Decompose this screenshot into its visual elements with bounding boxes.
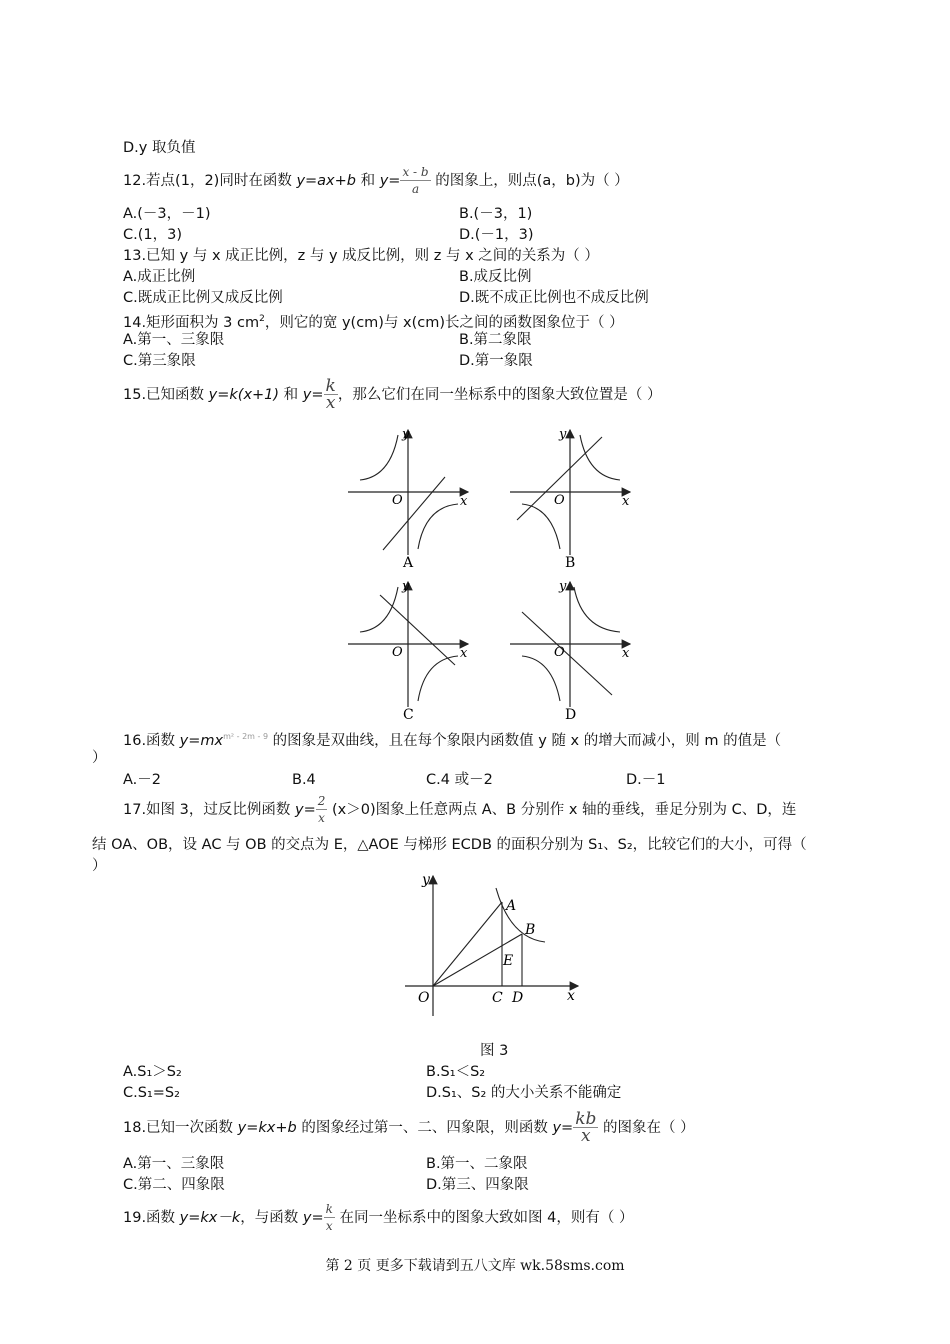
- q19-fraction: [324, 1201, 335, 1235]
- q16-stem-pre: 16.函数: [123, 733, 180, 749]
- q15-stem-pre: 15.已知函数: [123, 387, 209, 403]
- q18-stem: [123, 1106, 695, 1150]
- q19-mid: ，与函数: [240, 1210, 303, 1226]
- graph-d-origin: O: [554, 645, 565, 660]
- q13-option-a: A.成正比例: [123, 269, 196, 285]
- graph-c-origin: O: [392, 645, 403, 660]
- graph-b-y: y: [559, 427, 567, 442]
- q14-stem-post: ，则它的宽 y(cm)与 x(cm)长之间的函数图象位于（ ）: [264, 315, 624, 331]
- q17-frac-num: 2: [317, 794, 326, 808]
- q18-frac-den: x: [573, 1127, 598, 1145]
- q16-stem: [123, 728, 781, 750]
- q16-option-a: A.－2: [123, 772, 161, 788]
- q15-stem-post: ，那么它们在同一坐标系中的图象大致位置是（ ）: [337, 387, 662, 403]
- fig3-a: A: [506, 898, 517, 914]
- graph-c: [348, 579, 468, 723]
- figure-3-caption: 图 3: [480, 1043, 509, 1059]
- q18-mid: 的图象经过第一、二、四象限，则函数: [296, 1120, 553, 1136]
- q12-option-b: B.(－3，1): [459, 206, 533, 222]
- q15-frac-num: k: [325, 376, 336, 396]
- q18-f2-lhs: y=: [552, 1120, 574, 1136]
- q17-option-a: A.S₁＞S₂: [123, 1064, 182, 1080]
- q18-stem-post: 的图象在（ ）: [598, 1120, 695, 1136]
- graph-b-x: x: [622, 494, 630, 509]
- graph-a-label: A: [403, 555, 414, 571]
- q15-frac-den: x: [324, 394, 338, 412]
- fig3-b: B: [525, 922, 536, 938]
- q19-frac-den: x: [324, 1217, 335, 1235]
- fig3-c: C: [492, 990, 503, 1006]
- fig3-e: E: [503, 953, 514, 969]
- q12-stem-post: 的图象上，则点(a，b)为（ ）: [430, 173, 629, 189]
- q12-fraction: [400, 164, 430, 198]
- q12-mid: 和: [356, 173, 380, 189]
- q17-option-b: B.S₁＜S₂: [426, 1064, 486, 1080]
- q18-f: y=kx+b: [237, 1120, 297, 1136]
- q12-stem-pre: 12.若点(1，2)同时在函数: [123, 173, 297, 189]
- q16-stem-close: ）: [92, 750, 107, 766]
- q16-f: y=mx: [179, 733, 224, 749]
- q16-option-b: B.4: [292, 772, 316, 788]
- q17-f-lhs: y=: [295, 802, 316, 818]
- q19-stem-post: 在同一坐标系中的图象大致如图 4，则有（ ）: [334, 1210, 634, 1226]
- graph-d-label: D: [565, 707, 577, 723]
- fig3-x: x: [567, 988, 575, 1004]
- q13-stem: 13.已知 y 与 x 成正比例，z 与 y 成反比例，则 z 与 x 之间的关系为（ ）: [123, 248, 599, 264]
- page-footer: 第 2 页 更多下载请到五八文库 wk.58sms.com: [325, 1258, 625, 1274]
- q15-mid: 和: [279, 387, 303, 403]
- graph-c-x: x: [460, 646, 468, 661]
- q17-stem-post: (x＞0)图象上任意两点 A、B 分别作 x 轴的垂线，垂足分别为 C、D，连: [327, 802, 797, 818]
- q13-option-c: C.既成正比例又成反比例: [123, 290, 283, 306]
- q15-graphs: [340, 425, 640, 725]
- fig3-o: O: [418, 990, 430, 1006]
- graph-b-label: B: [565, 555, 576, 571]
- q15-f2-lhs: y=: [302, 387, 324, 403]
- q17-frac-den: x: [316, 809, 328, 827]
- graph-c-y: y: [402, 579, 410, 594]
- graph-a-origin: O: [392, 493, 403, 508]
- q14-stem-pre: 14.矩形面积为 3 cm: [123, 315, 260, 331]
- q18-frac-num: kb: [575, 1109, 597, 1129]
- q17-stem-pre: 17.如图 3，过反比例函数: [123, 802, 296, 818]
- q12-option-d: D.(－1，3): [459, 227, 534, 243]
- q14-option-d: D.第一象限: [459, 353, 533, 369]
- q16-option-c: C.4 或－2: [426, 772, 493, 788]
- q13-option-d: D.既不成正比例也不成反比例: [459, 290, 649, 306]
- q15-f1: y=k(x+1): [208, 387, 280, 403]
- q19-stem-pre: 19.函数: [123, 1210, 180, 1226]
- q12-option-c: C.(1，3): [123, 227, 182, 243]
- graph-a-y: y: [402, 427, 410, 442]
- q18-option-a: A.第一、三象限: [123, 1156, 225, 1172]
- q19-frac-num: k: [325, 1202, 333, 1216]
- figure-3: [400, 868, 590, 1028]
- q15-fraction: [324, 378, 338, 412]
- q18-option-d: D.第三、四象限: [426, 1177, 529, 1193]
- q12-frac-num: x - b: [402, 165, 429, 179]
- graph-d-y: y: [559, 579, 567, 594]
- q19-f2-lhs: y=: [302, 1210, 324, 1226]
- q18-option-c: C.第二、四象限: [123, 1177, 225, 1193]
- q15-stem: [123, 373, 661, 417]
- graph-c-label: C: [403, 707, 414, 723]
- q14-option-c: C.第三象限: [123, 353, 196, 369]
- q12-option-a: A.(－3，－1): [123, 206, 211, 222]
- q14-stem-sup: 2: [259, 314, 265, 324]
- q12-frac-den: a: [400, 180, 430, 198]
- q17-option-d: D.S₁、S₂ 的大小关系不能确定: [426, 1085, 622, 1101]
- q17-option-c: C.S₁=S₂: [123, 1085, 180, 1101]
- q19-f: y=kx－k: [179, 1210, 241, 1226]
- q18-fraction: [573, 1111, 598, 1145]
- graph-a: [348, 427, 468, 571]
- q14-option-a: A.第一、三象限: [123, 332, 225, 348]
- q18-option-b: B.第一、二象限: [426, 1156, 528, 1172]
- q14-stem: [123, 310, 624, 332]
- q11-option-d: D.y 取负值: [123, 140, 196, 156]
- fig3-d: D: [512, 990, 524, 1006]
- graph-b: [510, 427, 630, 571]
- q12-f1: y=ax+b: [296, 173, 356, 189]
- q13-option-b: B.成反比例: [459, 269, 532, 285]
- q16-stem-post: 的图象是双曲线，且在每个象限内函数值 y 随 x 的增大而减小，则 m 的值是（: [268, 733, 782, 749]
- q18-stem-pre: 18.已知一次函数: [123, 1120, 238, 1136]
- q16-option-d: D.－1: [626, 772, 666, 788]
- graph-a-x: x: [460, 494, 468, 509]
- q17-fraction: [316, 793, 328, 827]
- graph-d-x: x: [622, 646, 630, 661]
- q17-stem: [123, 790, 796, 830]
- q17-stem-line2: 结 OA、OB，设 AC 与 OB 的交点为 E，△AOE 与梯形 ECDB 的面积分别为 S₁、S₂，比较它们的大小，可得（: [92, 837, 807, 853]
- graph-b-origin: O: [554, 493, 565, 508]
- q12-stem: [123, 163, 629, 199]
- q19-stem: [123, 1198, 633, 1238]
- q12-f2-lhs: y=: [379, 173, 401, 189]
- graph-d: [510, 579, 630, 723]
- q17-stem-line3: ）: [92, 858, 107, 874]
- q14-option-b: B.第二象限: [459, 332, 532, 348]
- fig3-y: y: [422, 872, 430, 888]
- q16-exponent: m² - 2m - 9: [223, 732, 269, 741]
